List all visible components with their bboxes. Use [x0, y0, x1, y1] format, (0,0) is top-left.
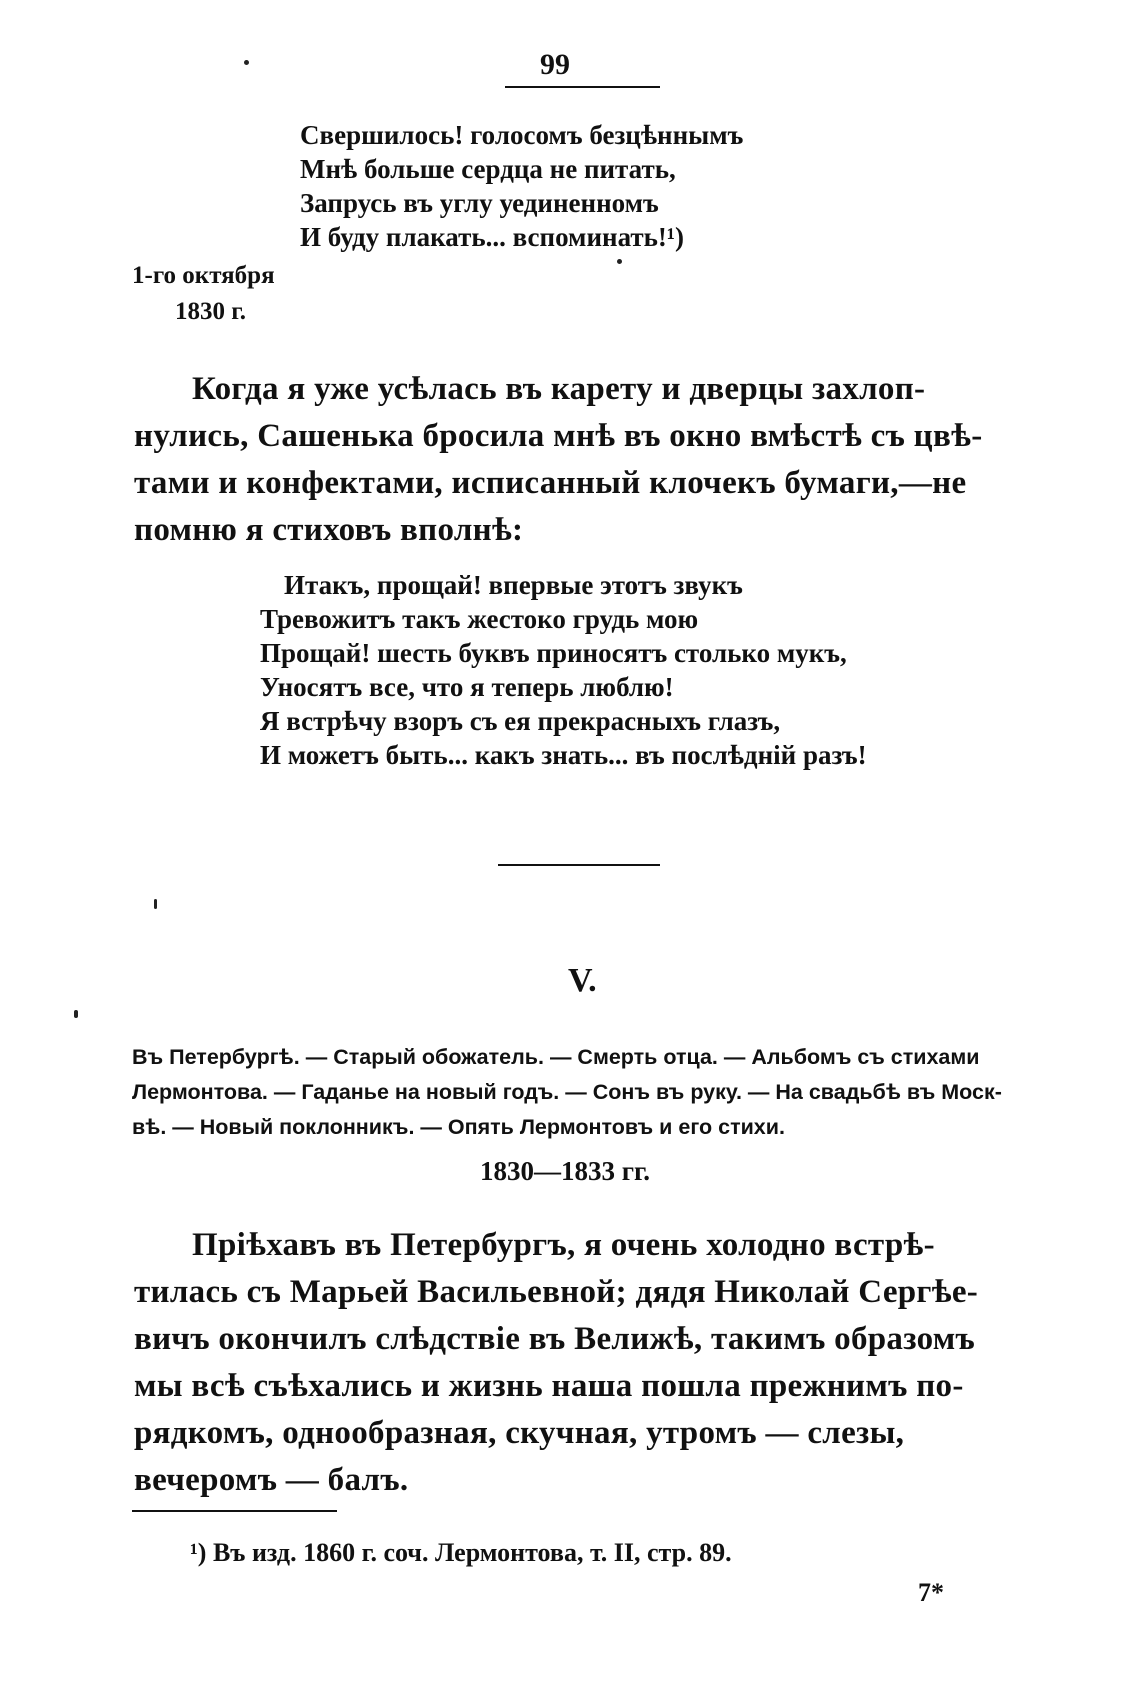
signature-mark: 7*: [918, 1578, 944, 1607]
paragraph-two: [134, 1222, 1024, 1504]
poem-line: Уносятъ все, что я теперь люблю!: [260, 672, 674, 702]
poem-line: Тревожитъ такъ жестоко грудь мою: [260, 604, 699, 634]
poem-line: Итакъ, прощай! впервые этотъ звукъ: [284, 570, 743, 600]
poem-date-day: 1-го октября: [132, 262, 275, 289]
page-number: 99: [540, 48, 570, 81]
paragraph-line: тилась съ Марьей Васильевной; дядя Николай Сергѣе-: [134, 1274, 979, 1310]
paragraph-line: вичъ окончилъ слѣдствiе въ Велижѣ, такимъ образомъ: [134, 1321, 976, 1357]
paragraph-line: вечеромъ — балъ.: [134, 1462, 409, 1498]
chapter-numeral: V.: [568, 962, 597, 999]
paragraph-line: рядкомъ, однообразная, скучная, утромъ — слезы,: [134, 1415, 905, 1451]
paragraph-line: помню я стиховъ вполнѣ:: [134, 512, 524, 548]
poem-line: Я встрѣчу взоръ съ ея прекрасныхъ глазъ,: [260, 706, 781, 736]
poem-two: [260, 568, 867, 772]
poem-line: Запрусь въ углу уединенномъ: [300, 188, 659, 218]
summary-line: Лермонтова. — Гаданье на новый годъ. — Сонъ въ руку. — На свадьбѣ въ Моск-: [132, 1080, 1002, 1104]
paragraph-line: нулись, Сашенька бросила мнѣ въ окно вмѣстѣ съ цвѣ-: [134, 418, 983, 454]
scan-speck: [74, 1010, 78, 1018]
poem-line: Прощай! шесть буквъ приносятъ столько мукъ,: [260, 638, 847, 668]
poem-one: [300, 118, 743, 254]
poem-line: Свершилось! голосомъ безцѣннымъ: [300, 120, 744, 150]
scan-speck: [617, 259, 622, 264]
poem-date-year: 1830 г.: [175, 298, 247, 325]
paragraph-line: Когда я уже усѣлась въ карету и дверцы захлоп-: [192, 371, 926, 407]
paragraph-line: тами и конфектами, исписанный клочекъ бумаги,—не: [134, 465, 967, 501]
poem-line: Мнѣ больше сердца не питать,: [300, 154, 676, 184]
scan-speck: [154, 899, 157, 909]
footnote: ¹) Въ изд. 1860 г. соч. Лермонтова, т. II, стр. 89.: [190, 1538, 732, 1567]
paragraph-one: [134, 366, 1024, 554]
footnote-rule: [132, 1510, 337, 1512]
summary-line: Въ Петербургѣ. — Старый обожатель. — Смерть отца. — Альбомъ съ стихами: [132, 1045, 980, 1069]
section-divider: [498, 864, 660, 866]
paragraph-line: мы всѣ съѣхались и жизнь наша пошла прежнимъ по-: [134, 1368, 964, 1404]
summary-line: вѣ. — Новый поклонникъ. — Опять Лермонтовъ и его стихи.: [132, 1115, 785, 1139]
chapter-years: 1830—1833 гг.: [480, 1156, 650, 1186]
header-rule: [505, 86, 660, 88]
poem-line: И буду плакать... вспоминать!¹): [300, 222, 684, 252]
poem-line: И можетъ быть... какъ знать... въ послѣднiй разъ!: [260, 740, 867, 770]
chapter-summary: [132, 1040, 1002, 1145]
paragraph-line: Прiѣхавъ въ Петербургъ, я очень холодно встрѣ-: [192, 1227, 935, 1263]
scan-speck: [244, 60, 249, 65]
